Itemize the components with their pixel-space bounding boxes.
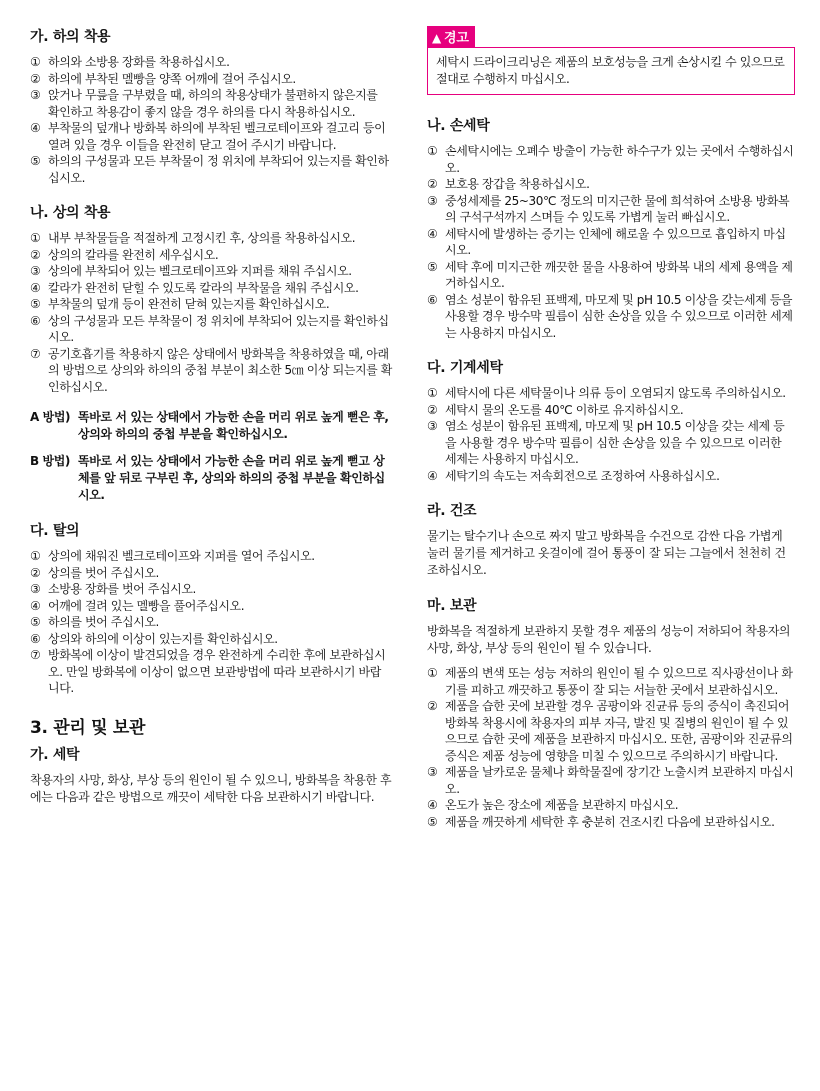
machine-wash-list xyxy=(427,385,795,484)
list-item: ③ 염소 성분이 함유된 표백제, 마모제 및 pH 10.5 이상을 갖는 세제 등을 사용할 경우 방수막 필름이 심한 손상을 있을 수 있으므로 이러한 세제는 사용하지 마십시오. xyxy=(427,419,785,466)
storage-list xyxy=(427,665,795,830)
method-b-label: B 방법) xyxy=(30,454,70,468)
list-item: ① 세탁시에 다른 세탁물이나 의류 등이 오염되지 않도록 주의하십시오. xyxy=(427,386,786,400)
list-item: ⑥ 상의 구성물과 모든 부착물이 정 위치에 부착되어 있는지를 확인하십시오. xyxy=(30,313,389,344)
section-title-machine-wash: 다. 기계세탁 xyxy=(427,360,503,376)
list-item: ② 제품을 습한 곳에 보관할 경우 곰팡이와 진균류 등의 증식이 촉진되어 방화복 착용시에 착용자의 피부 자극, 발진 및 질병의 원인이 될 수 있으므로 습한 곳에 제품을 보관하지 마십시오. 또한, 곰팡이와 진균류의 증식은 제품 성능에 영향을 미칠 수 있으므로 주의하시기 바랍니다. xyxy=(427,699,793,763)
section-title-undress: 다. 탈의 xyxy=(30,523,80,539)
list-item: ② 상의의 칼라를 완전히 세우십시오. xyxy=(30,247,219,262)
left-column xyxy=(30,26,392,806)
section-title-washing: 가. 세탁 xyxy=(30,746,80,763)
drying-text: 물기는 탈수기나 손으로 짜지 말고 방화복을 수건으로 감싼 다음 가볍게 눌러 물기를 제거하고 옷걸이에 걸어 통풍이 잘 되는 그늘에서 천천히 건조하십시오. xyxy=(427,529,786,577)
top-wear-list xyxy=(30,230,392,395)
list-item: ⑤ 부착물의 덮개 등이 완전히 닫혀 있는지를 확인하십시오. xyxy=(30,297,330,311)
list-item: ① 상의에 채워진 벨크로테이프와 지퍼를 열어 주십시오. xyxy=(30,549,315,563)
undress-list xyxy=(30,548,392,697)
section-title-drying: 라. 건조 xyxy=(427,503,477,519)
warning-label: ▲ 경고 xyxy=(427,26,475,47)
method-a-text: 똑바로 서 있는 상태에서 가능한 손을 머리 위로 높게 뻗은 후, 상의와 하의의 중첩 부분을 확인하십시오. xyxy=(78,410,389,441)
list-item: ② 상의를 벗어 주십시오. xyxy=(30,565,159,580)
section-title-top-wear: 나. 상의 착용 xyxy=(30,205,111,221)
method-b-text: 똑바로 서 있는 상태에서 가능한 손을 머리 위로 높게 뻗고 상체를 앞 뒤로 구부린 후, 상의와 하의의 중첩 부분을 확인하십시오. xyxy=(78,454,385,502)
method-b xyxy=(30,453,392,504)
bottom-wear-list xyxy=(30,54,392,186)
list-item: ③ 중성세제를 25~30℃ 정도의 미지근한 물에 희석하여 소방용 방화복의 구석구석까지 스며들 수 있도록 가볍게 눌러 빠십시오. xyxy=(427,193,790,224)
list-item: ⑥ 상의와 하의에 이상이 있는지를 확인하십시오. xyxy=(30,631,278,646)
list-item: ⑤ 하의를 벗어 주십시오. xyxy=(30,615,159,629)
list-item: ③ 상의에 부착되어 있는 벨크로테이프와 지퍼를 채워 주십시오. xyxy=(30,264,352,278)
list-item: ④ 온도가 높은 장소에 제품을 보관하지 마십시오. xyxy=(427,798,679,812)
list-item: ⑤ 하의의 구성물과 모든 부착물이 정 위치에 부착되어 있는지를 확인하십시오. xyxy=(30,154,389,185)
hand-wash-list xyxy=(427,143,795,341)
section-title-storage: 마. 보관 xyxy=(427,598,477,614)
chapter-title-care-storage: 3. 관리 및 보관 xyxy=(30,717,146,738)
list-item: ⑦ 방화복에 이상이 발견되었을 경우 완전하게 수리한 후에 보관하십시오. 만일 방화복에 이상이 없으면 보관방법에 따라 보관하시기 바랍니다. xyxy=(30,648,386,695)
list-item: ③ 제품을 날카로운 물체나 화학물질에 장기간 노출시켜 보관하지 마십시오. xyxy=(427,765,794,796)
list-item: ④ 부착물의 덮개나 방화복 하의에 부착된 벨크로테이프와 걸고리 등이 열려 있을 경우 이들을 완전히 닫고 걸어 주시기 바랍니다. xyxy=(30,121,386,152)
method-a xyxy=(30,409,392,443)
list-item: ② 보호용 장갑을 착용하십시오. xyxy=(427,177,590,191)
list-item: ④ 세탁시에 발생하는 증기는 인체에 해로울 수 있으므로 흡입하지 마십시오. xyxy=(427,226,786,257)
list-item: ② 하의에 부착된 멜빵을 양쪽 어깨에 걸어 주십시오. xyxy=(30,71,296,86)
storage-intro: 방화복을 적절하게 보관하지 못할 경우 제품의 성능이 저하되어 착용자의 사망, 화상, 부상 등의 원인이 될 수 있습니다. xyxy=(427,624,791,655)
warning-triangle-icon: ▲ xyxy=(432,31,442,45)
list-item: ③ 소방용 장화를 벗어 주십시오. xyxy=(30,582,196,596)
section-title-bottom-wear: 가. 하의 착용 xyxy=(30,29,111,45)
list-item: ⑥ 염소 성분이 함유된 표백제, 마모제 및 pH 10.5 이상을 갖는세제 등을 사용할 경우 방수막 필름이 심한 손상을 있을 수 있으므로 이러한 세제는 사용하지 마십시오. xyxy=(427,292,793,340)
list-item: ① 제품의 변색 또는 성능 저하의 원인이 될 수 있으므로 직사광선이나 화기를 피하고 깨끗하고 통풍이 잘 되는 서늘한 곳에서 보관하십시오. xyxy=(427,666,793,697)
method-a-label: A 방법) xyxy=(30,410,71,424)
list-item: ⑤ 세탁 후에 미지근한 깨끗한 물을 사용하여 방화복 내의 세제 용액을 제거하십시오. xyxy=(427,259,793,290)
list-item: ② 세탁시 물의 온도를 40℃ 이하로 유지하십시오. xyxy=(427,402,684,417)
list-item: ④ 칼라가 완전히 닫힐 수 있도록 칼라의 부착물을 채워 주십시오. xyxy=(30,280,359,295)
washing-intro: 착용자의 사망, 화상, 부상 등의 원인이 될 수 있으니, 방화복을 착용한 후에는 다음과 같은 방법으로 깨끗이 세탁한 다음 보관하시기 바랍니다. xyxy=(30,772,392,804)
list-item: ④ 세탁기의 속도는 저속회전으로 조정하여 사용하십시오. xyxy=(427,468,720,483)
list-item: ① 손세탁시에는 오폐수 방출이 가능한 하수구가 있는 곳에서 수행하십시오. xyxy=(427,144,794,175)
warning-box: 세탁시 드라이크리닝은 제품의 보호성능을 크게 손상시킬 수 있으므로 절대로 수행하지 마십시오. xyxy=(427,47,795,95)
list-item: ① 하의와 소방용 장화를 착용하십시오. xyxy=(30,55,230,69)
right-column xyxy=(427,26,795,830)
list-item: ④ 어깨에 걸려 있는 멜빵을 풀어주십시오. xyxy=(30,598,245,613)
list-item: ⑤ 제품을 깨끗하게 세탁한 후 충분히 건조시킨 다음에 보관하십시오. xyxy=(427,814,775,829)
section-title-hand-wash: 나. 손세탁 xyxy=(427,118,490,134)
list-item: ⑦ 공기호흡기를 착용하지 않은 상태에서 방화복을 착용하였을 때, 아래의 방법으로 상의와 하의의 중첩 부분이 최소한 5㎝ 이상 되는지를 확인하십시오. xyxy=(30,346,392,394)
list-item: ③ 앉거나 무릎을 구부렸을 때, 하의의 착용상태가 불편하지 않은지를 확인하고 착용감이 좋지 않을 경우 하의를 다시 착용하십시오. xyxy=(30,88,378,119)
list-item: ① 내부 부착물들을 적절하게 고정시킨 후, 상의를 착용하십시오. xyxy=(30,231,356,245)
